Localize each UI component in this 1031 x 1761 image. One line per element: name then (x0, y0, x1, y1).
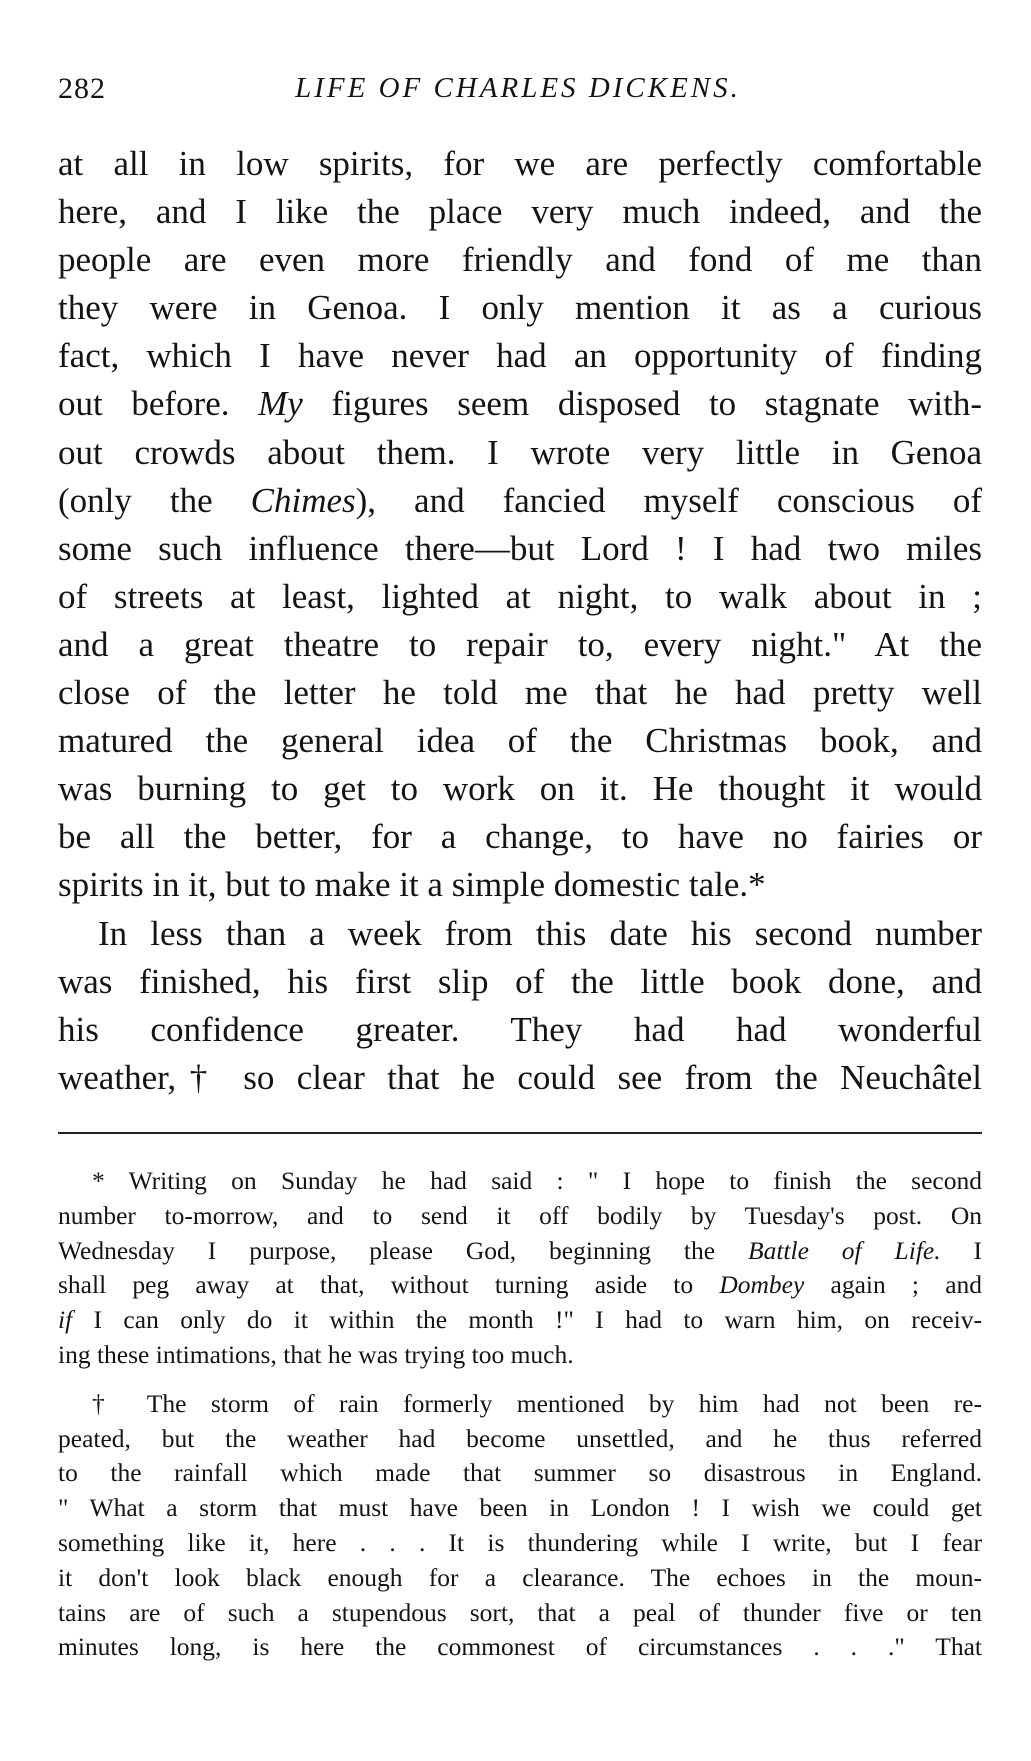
text-segment: minutes long, is here the commonest of circumstances . . ." That (58, 1632, 982, 1662)
text-line (58, 573, 982, 621)
text-segment: matured the general idea of the Christmas book, and (58, 721, 982, 761)
italic-text: Chimes (250, 480, 356, 520)
text-segment: to the rainfall which made that summer so disastrous in England. (58, 1458, 982, 1488)
text-segment: fact, which I have never had an opportunity of finding (58, 336, 982, 376)
footnote-line (58, 1268, 982, 1303)
footnote-line (58, 1561, 982, 1596)
text-line (58, 332, 982, 380)
footnote-line (58, 1387, 982, 1422)
footnote-line (58, 1199, 982, 1234)
footnote-divider (58, 1132, 982, 1134)
footnote-asterisk (58, 1164, 982, 1373)
italic-text: Dombey (719, 1270, 805, 1300)
text-segment: here, and I like the place very much indeed, and the (58, 192, 982, 232)
page-header (58, 62, 978, 112)
footnote-line (58, 1526, 982, 1561)
paragraph-2 (58, 910, 982, 1102)
text-segment: was finished, his first slip of the little book done, and (58, 961, 982, 1001)
text-segment: it don't look black enough for a clearance. The echoes in the moun- (58, 1562, 982, 1592)
text-segment: out crowds about them. I wrote very little in Genoa (58, 432, 982, 472)
text-line (58, 669, 982, 717)
text-segment: out before. (58, 384, 259, 424)
text-segment: I (940, 1235, 982, 1265)
text-segment: was burning to get to work on it. He thought it would (58, 769, 982, 809)
text-segment: his confidence greater. They had had wonderful (58, 1009, 982, 1049)
text-segment: at all in low spirits, for we are perfectly comfortable (58, 144, 982, 183)
text-line (58, 140, 982, 188)
text-line (58, 958, 982, 1006)
text-segment: peated, but the weather had become unsettled, and he thus referred (58, 1423, 982, 1453)
text-segment: I can only do it within the month !" I had to warn him, on receiv- (72, 1305, 982, 1335)
italic-text: if (58, 1305, 73, 1335)
text-segment: * Writing on Sunday he had said : " I hope to finish the second (92, 1166, 982, 1195)
text-segment: (only the (58, 480, 251, 520)
footnote-line (58, 1456, 982, 1491)
text-segment: ), and fancied myself conscious of (355, 480, 983, 520)
text-line (58, 188, 982, 236)
footnote-line (58, 1596, 982, 1631)
text-segment: something like it, here . . . It is thundering while I write, but I fear (58, 1527, 982, 1557)
running-title: LIFE OF CHARLES DICKENS. (295, 72, 741, 104)
paragraph-1 (58, 140, 982, 910)
text-line (58, 236, 982, 284)
text-segment: be all the better, for a change, to have no fairies or (58, 817, 982, 857)
text-segment: and a great theatre to repair to, every night." At the (58, 624, 982, 664)
text-segment: ing these intimations, that he was trying too much. (58, 1339, 574, 1369)
text-segment: people are even more friendly and fond of me than (58, 240, 982, 280)
text-line (58, 910, 982, 958)
text-segment: figures seem disposed to stagnate with- (302, 384, 982, 424)
text-segment: spirits in it, but to make it a simple domestic tale.* (58, 865, 766, 905)
text-line (58, 861, 982, 909)
text-segment: again ; and (804, 1270, 983, 1300)
footnote-line (58, 1630, 982, 1665)
text-line (58, 1006, 982, 1054)
footnote-line (58, 1164, 982, 1199)
footnote-line (58, 1338, 982, 1373)
text-segment: In less than a week from this date his second number (98, 913, 982, 953)
text-line (58, 621, 982, 669)
footnote-line (58, 1234, 982, 1269)
text-line (58, 717, 982, 765)
page-number: 282 (58, 72, 106, 105)
text-segment: they were in Genoa. I only mention it as a curious (58, 288, 982, 328)
text-segment: shall peg away at that, without turning aside to (58, 1270, 720, 1300)
footnote-line (58, 1491, 982, 1526)
footnote-line (58, 1422, 982, 1457)
text-line (58, 525, 982, 573)
text-segment: Wednesday I purpose, please God, beginning the (58, 1235, 748, 1265)
footnotes (58, 1164, 982, 1665)
main-text (58, 140, 982, 1102)
text-segment: tains are of such a stupendous sort, that a peal of thunder five or ten (58, 1597, 982, 1627)
text-line (58, 284, 982, 332)
text-line (58, 429, 982, 477)
text-line (58, 380, 982, 428)
footnote-dagger (58, 1387, 982, 1665)
text-line (58, 477, 982, 525)
text-segment: of streets at least, lighted at night, to walk about in ; (58, 576, 982, 616)
italic-text: Battle of Life. (748, 1235, 941, 1265)
text-line (58, 813, 982, 861)
text-line (58, 765, 982, 813)
text-segment: some such influence there—but Lord ! I had two miles (58, 528, 982, 568)
text-line (58, 1054, 982, 1102)
text-segment: † The storm of rain formerly mentioned by him had not been re- (92, 1388, 982, 1418)
footnote-line (58, 1303, 982, 1338)
text-segment: weather,† so clear that he could see from the Neuchâtel (58, 1057, 982, 1097)
text-segment: close of the letter he told me that he had pretty well (58, 673, 982, 713)
text-segment: number to-morrow, and to send it off bodily by Tuesday's post. On (58, 1200, 982, 1230)
text-segment: " What a storm that must have been in London ! I wish we could get (58, 1493, 982, 1523)
italic-text: My (258, 384, 303, 424)
